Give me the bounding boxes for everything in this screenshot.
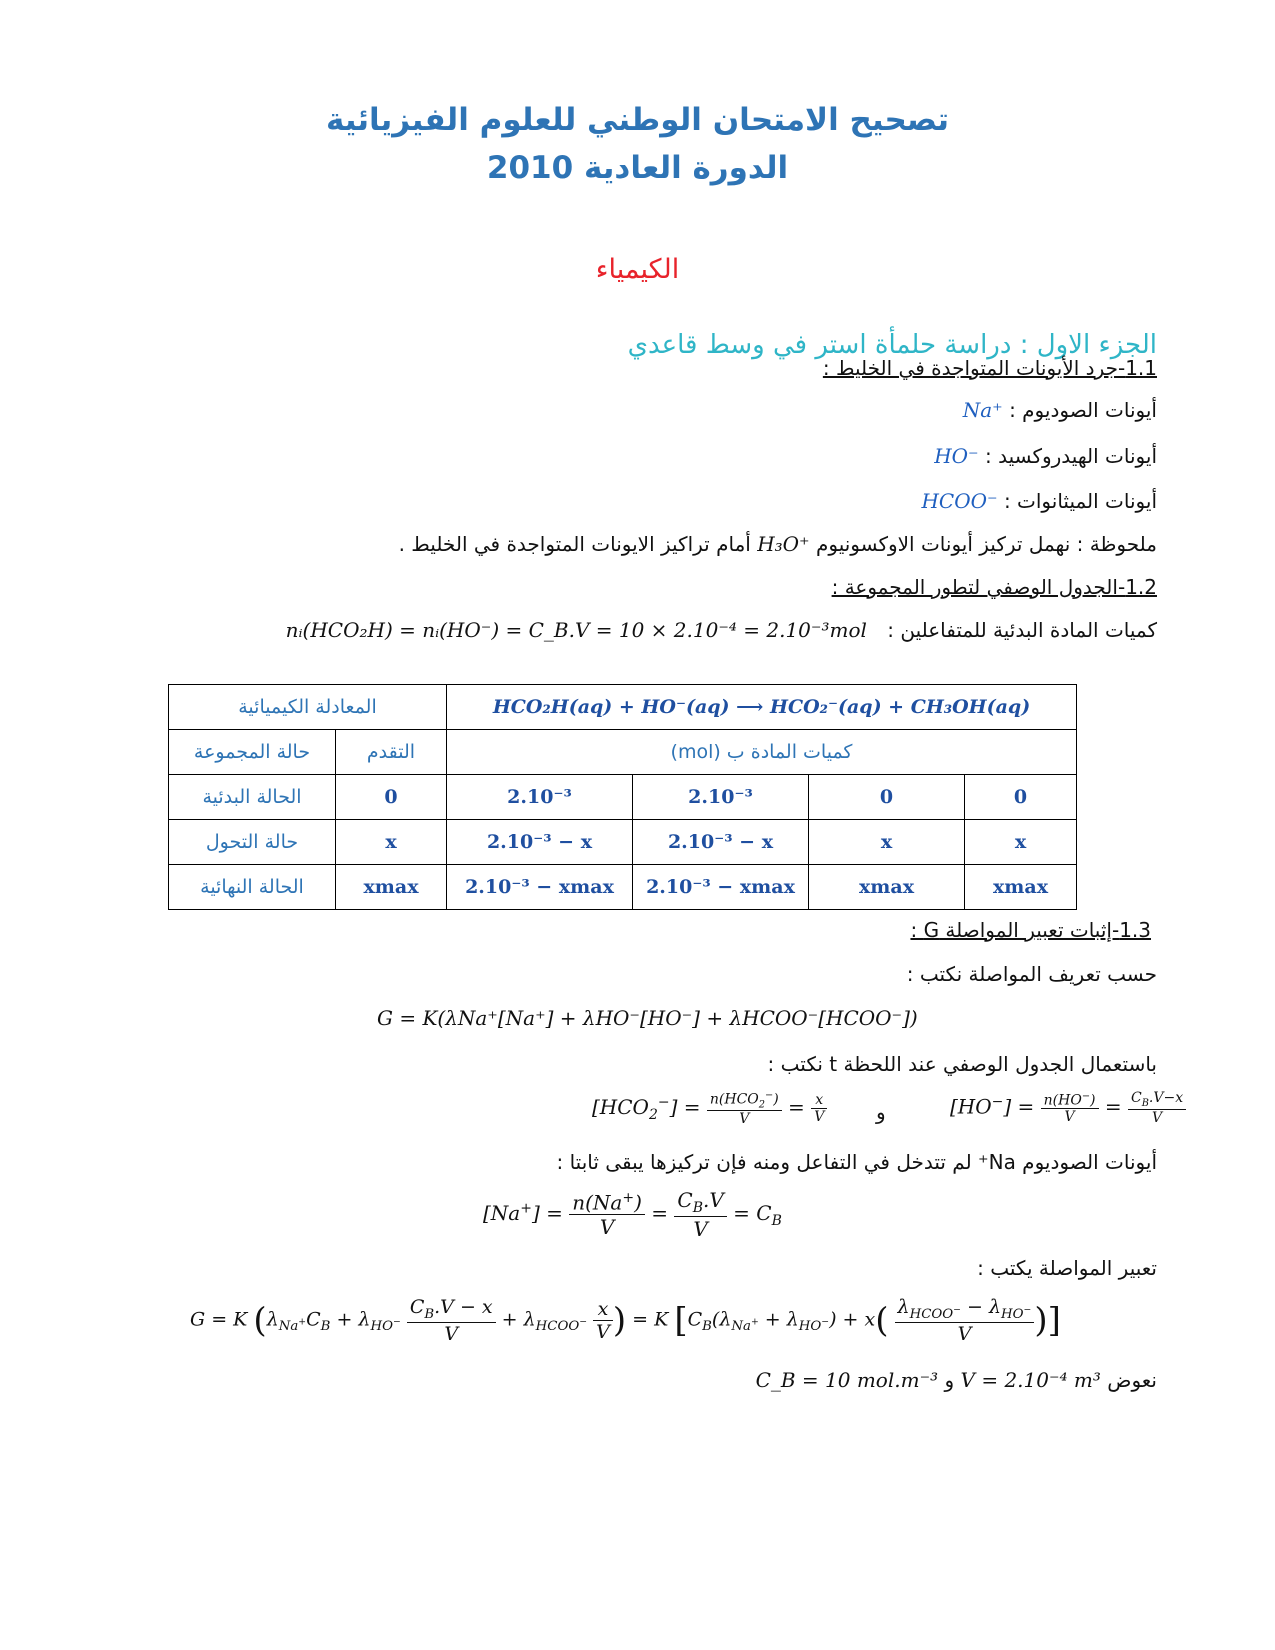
ion1-formula: Na⁺: [962, 398, 1003, 422]
ion2-label: أيونات الهيدروكسيد :: [984, 444, 1157, 468]
state-cell: الحالة النهائية: [169, 865, 336, 910]
progress-cell: x: [336, 820, 447, 865]
note-formula: H₃O⁺: [757, 532, 810, 556]
cb-value: C_B = 10 mol.m⁻³: [755, 1368, 939, 1392]
qty-cell: 2.10⁻³: [633, 775, 809, 820]
table-row: [169, 865, 1077, 910]
qty-cell: 2.10⁻³ − xmax: [633, 865, 809, 910]
note-line: [399, 532, 1157, 556]
page-title: تصحيح الامتحان الوطني للعلوم الفيزيائية: [325, 102, 950, 138]
chemical-equation: HCO₂H(aq) + HO⁻(aq) ⟶ HCO₂⁻(aq) + CH₃OH(aq): [447, 685, 1077, 730]
quantities-header: كميات المادة ب (mol): [447, 730, 1077, 775]
qty-cell: 2.10⁻³ − xmax: [447, 865, 633, 910]
table-row: [169, 685, 1077, 730]
table-use-text: باستعمال الجدول الوصفي عند اللحظة t نكتب :: [767, 1052, 1157, 1076]
ion1-line: [963, 398, 1157, 422]
ion3-formula: HCOO⁻: [921, 489, 998, 513]
substitute-word: نعوض: [1107, 1368, 1157, 1392]
sodium-concentration: [Na+] = $\frac{n(Na^+)}{V}$ = $\frac{C_B.V}{V}$ = $C_B$: [483, 1188, 782, 1241]
qty-cell: 2.10⁻³: [447, 775, 633, 820]
qty-cell: xmax: [965, 865, 1077, 910]
q13-heading: 1.3-إثبات تعبير المواصلة G :: [910, 918, 1151, 942]
qty-cell: 2.10⁻³ − x: [447, 820, 633, 865]
sodium-text: أيونات الصوديوم Na⁺ لم تتدخل في التفاعل ومنه فإن تركيزها يبقى ثابتا :: [556, 1150, 1157, 1174]
equation-label: المعادلة الكيميائية: [169, 685, 447, 730]
progress-cell: 0: [336, 775, 447, 820]
conductance-expression: G = K ($\lambda_{Na^+}C_B + \lambda_{HO^-}$ $\frac{C_B.V - x}{V}$ + $\lambda_{HCOO^-}$ $\frac{x}{V}$ ) = K [$C_B(\lambda_{Na^+} + \lambda_{HO^-}) + x$( $\frac{\lambda_{HCOO^-} - \lambda_{HO^-}}{V}$ )]: [190, 1296, 1061, 1345]
table-row: [169, 775, 1077, 820]
table-row: [169, 730, 1077, 775]
ho-concentration: [HO−] = $\frac{n(HO^-)}{V}$ = $\frac{C_B.V-x}{V}$: [950, 1090, 1186, 1126]
ion2-line: [934, 444, 1157, 468]
and-word: و: [876, 1100, 886, 1124]
qty-cell: 0: [965, 775, 1077, 820]
qty-cell: 0: [809, 775, 965, 820]
part1-title: الجزء الاول : دراسة حلمأة استر في وسط قاعدي: [627, 330, 1157, 360]
q12-heading: 1.2-الجدول الوصفي لتطور المجموعة :: [831, 575, 1157, 599]
progress-header: التقدم: [336, 730, 447, 775]
ion2-formula: HO⁻: [934, 444, 979, 468]
qty-cell: x: [809, 820, 965, 865]
ion3-line: [921, 489, 1157, 513]
table-row: [169, 820, 1077, 865]
ion1-label: أيونات الصوديوم :: [1009, 398, 1157, 422]
ion3-label: أيونات الميثانوات :: [1003, 489, 1157, 513]
and-word-2: و: [944, 1368, 955, 1392]
qty-cell: 2.10⁻³ − x: [633, 820, 809, 865]
progress-table: [168, 684, 1077, 910]
qty-cell: x: [965, 820, 1077, 865]
session-subtitle: الدورة العادية 2010: [486, 150, 789, 186]
progress-cell: xmax: [336, 865, 447, 910]
initial-qty-line: [286, 618, 1157, 642]
note-part2: أمام تراكيز الايونات المتواجدة في الخليط .: [398, 532, 751, 556]
v-value: V = 2.10⁻⁴ m³: [960, 1368, 1101, 1392]
conductance-definition: G = K(λNa⁺[Na⁺] + λHO⁻[HO⁻] + λHCOO⁻[HCOO⁻]): [377, 1006, 918, 1030]
qty-cell: xmax: [809, 865, 965, 910]
expression-text: تعبير المواصلة يكتب :: [977, 1256, 1157, 1280]
state-cell: حالة التحول: [169, 820, 336, 865]
note-part1: ملحوظة : نهمل تركيز أيونات الاوكسونيوم: [815, 532, 1157, 556]
definition-text: حسب تعريف المواصلة نكتب :: [906, 962, 1157, 986]
state-header: حالة المجموعة: [169, 730, 336, 775]
subject-heading: الكيمياء: [595, 254, 680, 285]
initial-qty-formula: nᵢ(HCO₂H) = nᵢ(HO⁻) = C_B.V = 10 × 2.10⁻⁴ = 2.10⁻³mol: [285, 618, 867, 642]
substitution-line: [756, 1368, 1157, 1392]
state-cell: الحالة البدئية: [169, 775, 336, 820]
initial-qty-label: كميات المادة البدئية للمتفاعلين :: [887, 618, 1157, 642]
q11-heading: 1.1-جرد الأيونات المتواجدة في الخليط :: [822, 356, 1157, 380]
hco2-concentration: $[HCO_2^-]$ = $\frac{n(HCO_2^-)}{V}$ = $\frac{x}{V}$: [592, 1090, 827, 1127]
